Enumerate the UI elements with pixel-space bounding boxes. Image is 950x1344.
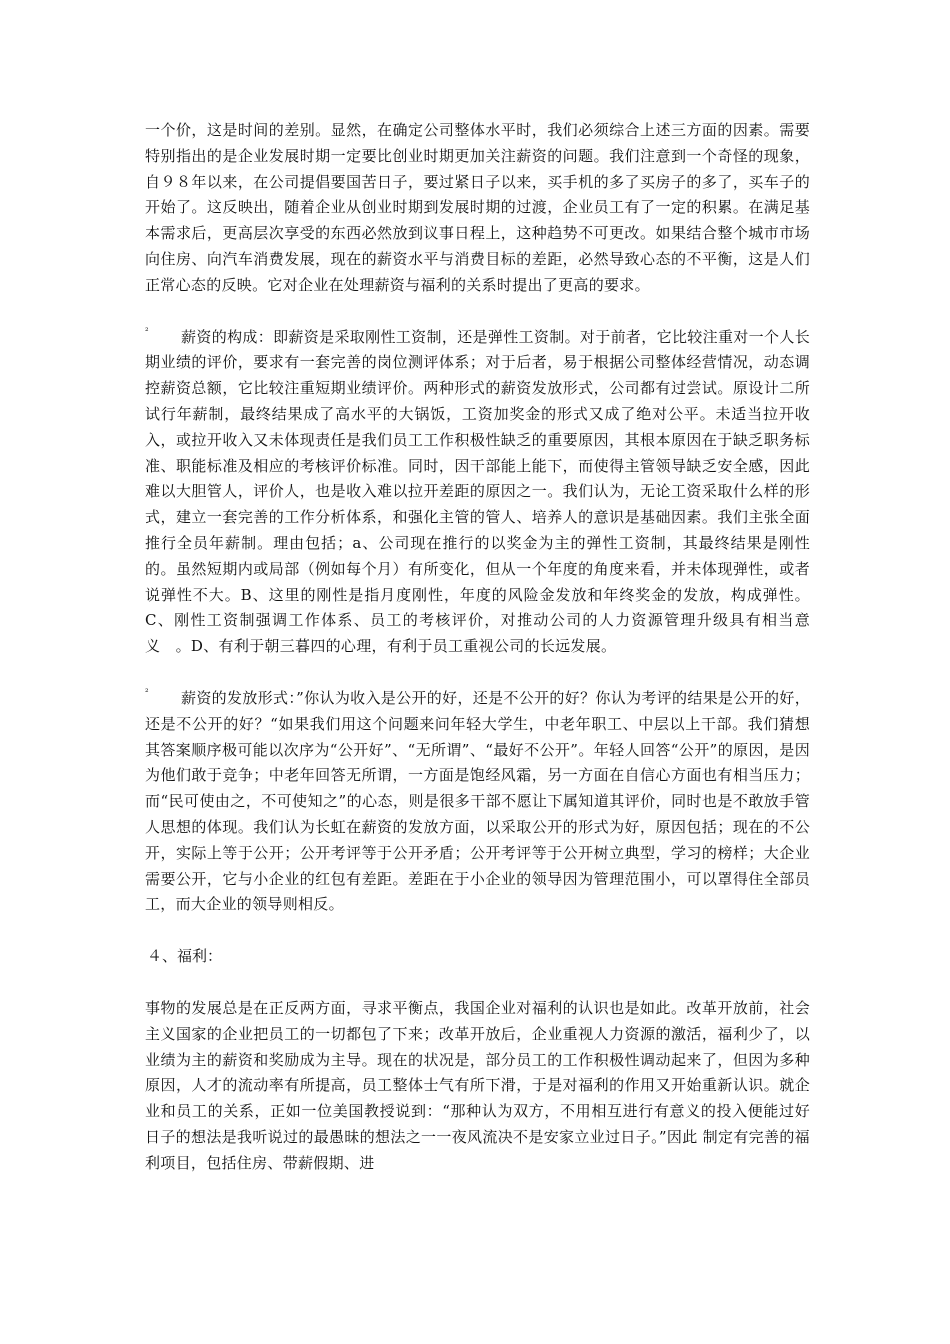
section-heading-welfare: ４、福利： [147,947,223,966]
bullet-paragraph-salary-distribution [145,686,810,918]
paragraph-intro: 一个价，这是时间的差别。显然，在确定公司整体水平时，我们必须综合上述三方面的因素。需要特别指出的是企业发展时期一定要比创业时期更加关注薪资的问题。我们注意到一个奇怪的现象，自９８年以来，在公司提倡要国苦日子，要过紧日子以来，买手机的多了买房子的多了，买车子的开始了。这反映出，随着企业从创业时期到发展时期的过渡，企业员工有了一定的积累。在满足基本需求后，更高层次享受的东西必然放到议事日程上，这种趋势不可更改。如果结合整个城市市场向住房、向汽车消费发展，现在的薪资水平与消费目标的差距，必然导致心态的不平衡，这是人们正常心态的反映。它对企业在处理薪资与福利的关系时提出了更高的要求。 [145,121,810,294]
paragraph-welfare: 事物的发展总是在正反两方面，寻求平衡点，我国企业对福利的认识也是如此。改革开放前，社会主义国家的企业把员工的一切都包了下来；改革开放后，企业重视人力资源的激活，福利少了，以业绩为主的薪资和奖励成为主导。现在的状况是，部分员工的工作积极性调动起来了，但因为多种原因，人才的流动率有所提高，员工整体士气有所下滑，于是对福利的作用又开始重新认识。就企业和员工的关系，正如一位美国教授说到：“那种认为双方，不用相互进行有意义的投入便能过好日子的想法是我听说过的最愚昧的想法之一一夜风流决不是安家立业过日子。”因此 制定有完善的福利项目，包括住房、带薪假期、进 [145,998,810,1172]
bullet-marker: ² [145,326,149,337]
bullet-text: 薪资的构成：即薪资是采取刚性工资制，还是弹性工资制。对于前者，它比较注重对一个人长期业绩的评价，要求有一套完善的岗位测评体系；对于后者，易于根据公司整体经营情况，动态调控薪资总额，它比较注重短期业绩评价。两种形式的薪资发放形式，公司都有过尝试。原设计二所试行年薪制，最终结果成了高水平的大锅饭，工资加奖金的形式又成了绝对公平。未适当拉开收入，或拉开收入又未体现责任是我们员工工作积极性缺乏的重要原因，其根本原因在于缺乏职务标准、职能标准及相应的考核评价标准。同时，因干部能上能下，而使得主管领导缺乏安全感，因此难以大胆管人，评价人，也是收入难以拉开差距的原因之一。我们认为，无论工资采取什么样的形式，建立一套完善的工作分析体系，和强化主管的管人、培养人的意识是基础因素。我们主张全面推行全员年薪制。理由包括；a、公司现在推行的以奖金为主的弹性工资制，其最终结果是刚性的。虽然短期内或局部（例如每个月）有所变化，但从一个年度的角度来看，并未体现弹性，或者说弹性不大。B、这里的刚性是指月度刚性，年度的风险金发放和年终奖金的发放，构成弹性。C、刚性工资制强调工作体系、员工的考核评价，对推动公司的人力资源管理升级具有相当意义 。D、有利于朝三暮四的心理，有利于员工重视公司的长远发展。 [145,327,810,656]
bullet-text: 薪资的发放形式：”你认为收入是公开的好，还是不公开的好？你认为考评的结果是公开的好，还是不公开的好？“如果我们用这个问题来问年轻大学生，中老年职工、中层以上干部。我们猜想其答案顺序极可能以次序为“公开好”、“无所谓”、“最好不公开”。年轻人回答“公开”的原因，是因为他们敢于竞争；中老年回答无所谓，一方面是饱经风霜，另一方面在自信心方面也有相当压力；而“民可使由之，不可使知之”的心态，则是很多干部不愿让下属知道其评价，同时也是不敢放手管人思想的体现。我们认为长虹在薪资的发放方面，以采取公开的形式为好，原因包括；现在的不公开，实际上等于公开；公开考评等于公开矛盾；公开考评等于公开树立典型，学习的榜样；大企业需要公开，它与小企业的红包有差距。差距在于小企业的领导因为管理范围小，可以罩得住全部员工，而大企业的领导则相反。 [145,688,810,914]
bullet-marker: ² [145,687,149,698]
document-page [145,118,810,1202]
bullet-paragraph-salary-structure [145,325,810,660]
